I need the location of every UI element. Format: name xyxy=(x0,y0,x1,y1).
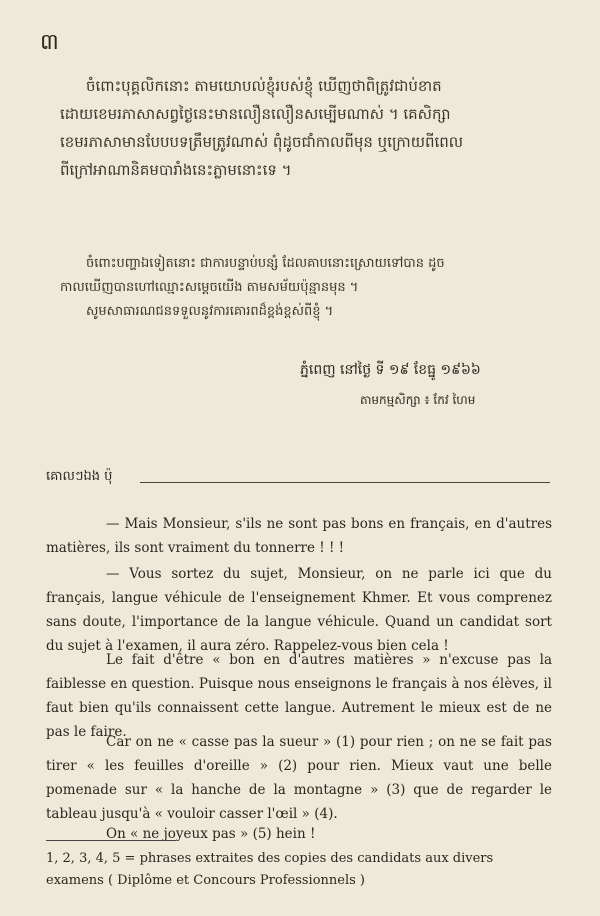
khmer-signature: តាមកម្មសិក្សា ៖ កែវ ហៃម xyxy=(360,393,476,407)
french-paragraph-4: Car on ne « casse pas la sueur » (1) pour rien ; on ne se fait pas tirer « les feuilles d'oreille » (2) pour rien. Mieux vaut une belle pomenade sur « la hanche de la montagne » (3) que de regarder le tableau jusqu'à « vouloir casser l'œil » (4). xyxy=(46,733,552,822)
french-paragraph-5: On « ne joyeux pas » (5) hein ! xyxy=(106,825,316,842)
khmer-line: ពីក្រៅអាណានិគមបារាំងនេះភ្លាមនោះទេ ។ xyxy=(60,161,292,179)
footnote-rule xyxy=(46,840,176,841)
khmer-paragraph-1 xyxy=(60,72,560,184)
khmer-line: កាលឃើញបានហៅឈ្មោះសម្ដេចយើង តាមសម័យប៉ុន្មានមុន ។ xyxy=(60,280,359,295)
khmer-line: ចំពោះបញ្ហាឯទៀតនោះ ជាការបន្ទាប់បន្សំ ដែលគាបនោះស្រោយទៅបាន ដូច xyxy=(86,256,445,271)
subject-underline xyxy=(140,482,550,483)
khmer-date: ភ្នំពេញ នៅថ្ងៃ ទី ១៩ ខែធ្នូ ១៩៦៦ xyxy=(300,362,481,378)
khmer-line: ចំពោះបុគ្គលិកនោះ តាមយោបល់ខ្ញុំរបស់ខ្ញុំ ឃើញថាពិត្រូវជាប់ខាត xyxy=(86,77,442,95)
french-paragraph-1: — Mais Monsieur, s'ils ne sont pas bons en français, en d'autres matières, ils sont vraiment du tonnerre ! ! ! xyxy=(46,515,552,556)
khmer-line: ដោយខេមរភាសាសព្វថ្ងៃនេះមានលឿនលឿនសម្បើមណាស់ ។ គេសិក្សា xyxy=(60,105,451,123)
french-paragraph-2: — Vous sortez du sujet, Monsieur, on ne parle ici que du français, langue véhicule de l'enseignement Khmer. Et vous comprenez sans doute, l'importance de la langue véhicule. Quand un candidat sort du sujet à l'examen, il aura zéro. Rappelez-vous bien cela ! xyxy=(46,565,552,654)
khmer-paragraph-2 xyxy=(60,252,560,324)
footnote: 1, 2, 3, 4, 5 = phrases extraites des copies des candidats aux divers examens ( Diplôme et Concours Professionnels ) xyxy=(46,851,494,888)
khmer-line: ខេមរភាសាមានបែបបទត្រឹមត្រូវណាស់ ពុំដូចជាំកាលពីមុន ឬក្រោយពីពេល xyxy=(60,133,464,151)
subject-label: គោលៗឯង ប៉ុ xyxy=(46,469,113,484)
french-paragraph-3: Le fait d'être « bon en d'autres matières » n'excuse pas la faiblesse en question. Puisque nous enseignons le français à nos élèves, il faut bien qu'ils connaissent cette langue. Autrement le mieux est de ne pas le faire. xyxy=(46,651,552,740)
page-number: ៣ xyxy=(40,30,59,55)
khmer-line: សូមសាធារណជនទទួលនូវការគោរពដ៏ខ្ពង់ខ្ពស់ពីខ្ញុំ ។ xyxy=(86,304,334,319)
